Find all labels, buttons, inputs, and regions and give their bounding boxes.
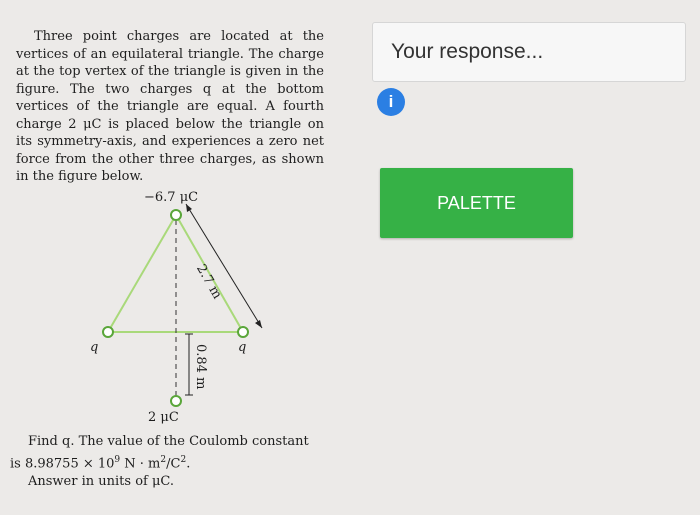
units-end: . (186, 456, 191, 472)
fourth-charge (171, 396, 181, 406)
units-exponent-c: 2 (180, 455, 187, 465)
constant-exponent: 9 (114, 455, 121, 465)
question-block (10, 433, 340, 491)
side-arrowhead-top (186, 204, 192, 212)
palette-button[interactable]: PALETTE (380, 168, 573, 238)
fourth-charge-label: 2 μC (148, 410, 179, 425)
distance-label: 0.84 m (193, 344, 208, 390)
right-charge (238, 327, 248, 337)
top-charge (171, 210, 181, 220)
constant-units: N · m (120, 456, 161, 472)
constant-prefix: is 8.98755 × 10 (10, 456, 115, 472)
units-tail: /C (166, 456, 181, 472)
left-charge-label: q (90, 340, 99, 355)
answer-input[interactable]: Your response... (372, 22, 686, 82)
side-arrowhead-bottom (255, 320, 262, 328)
triangle-left-side (108, 215, 176, 332)
triangle-diagram (60, 188, 350, 433)
problem-statement (16, 28, 324, 186)
problem-paragraph: Three point charges are located at the vertices of an equilateral triangle. The charge at the top vertex of the triangle is given in the figure. The two charges q at the bottom vertices of the triangle are equal. A fourth charge 2 μC is placed below the triangle on its symmetry-axis, and experiences a zero net force from the other three charges, as shown in the figure below. (16, 29, 324, 184)
right-charge-label: q (238, 340, 247, 355)
question-line-1: Find q. The value of the Coulomb constant (28, 434, 309, 449)
question-line-2 (10, 451, 340, 473)
info-icon[interactable]: i (377, 88, 405, 116)
units-exponent-m: 2 (160, 455, 167, 465)
top-charge-label: −6.7 μC (144, 190, 199, 205)
charge-figure (60, 188, 350, 433)
left-charge (103, 327, 113, 337)
side-length-label: 2.7 m (193, 262, 225, 302)
question-line-3: Answer in units of μC. (28, 474, 175, 490)
